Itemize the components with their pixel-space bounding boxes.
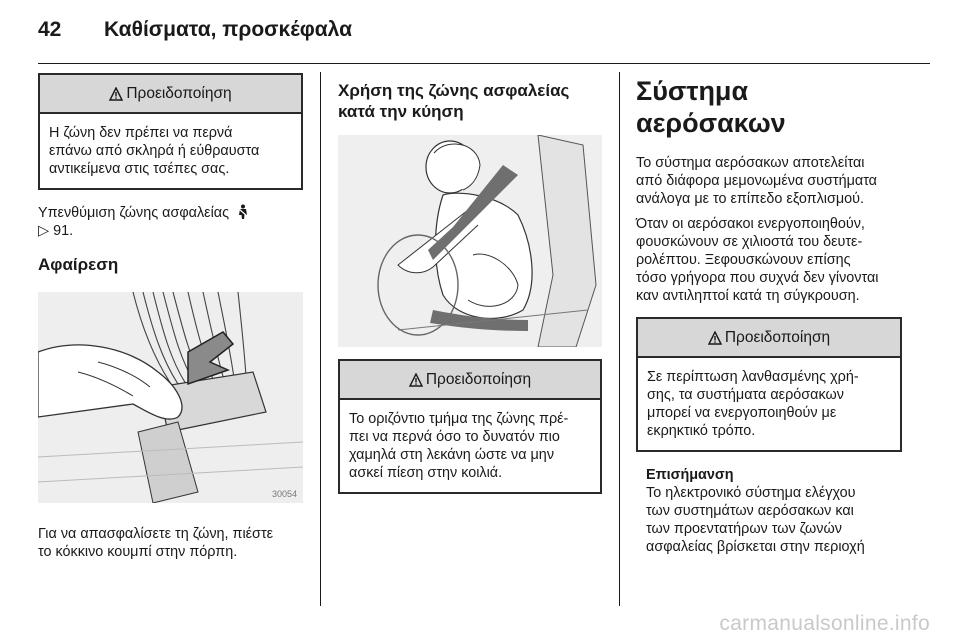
page-number: 42: [38, 18, 62, 41]
text-line: των προεντατήρων των ζωνών: [646, 521, 842, 537]
paragraph: [636, 215, 902, 305]
text-line: το κόκκινο κουμπί στην πόρπη.: [38, 544, 238, 560]
buckle-release-illustration: [38, 292, 303, 503]
warning-triangle-icon: [708, 331, 722, 345]
paragraph: [636, 154, 902, 208]
text-line: από διάφορα μεμονωμένα συστήματα: [636, 173, 878, 189]
text-line: ανάλογα με το επίπεδο εξοπλισμού.: [636, 191, 865, 207]
page-header: [38, 18, 352, 42]
heading-line: κατά την κύηση: [338, 102, 464, 121]
warning-title: Προειδοποίηση: [425, 370, 532, 388]
text-line: Το σύστημα αερόσακων αποτελείται: [636, 155, 865, 171]
text-line: Το ηλεκτρονικό σύστημα ελέγχου: [646, 485, 856, 501]
text-line: Όταν οι αερόσακοι ενεργοποιηθούν,: [636, 216, 865, 232]
seatbelt-reminder-note: [38, 204, 303, 240]
warning-box: [636, 317, 902, 452]
reminder-text: Υπενθύμιση ζώνης ασφαλείας: [38, 205, 230, 221]
warning-box: [38, 73, 303, 190]
text-line: χαμηλά στη λεκάνη ώστε να μην: [349, 447, 555, 463]
text-line: πει να περνά όσο το δυνατόν πιο: [349, 429, 560, 445]
reference-arrow-icon[interactable]: ▷: [38, 223, 50, 239]
text-line: ασφαλείας βρίσκεται στην περιοχή: [646, 539, 865, 555]
column-divider: [619, 72, 620, 606]
text-line: Η ζώνη δεν πρέπει να περνά: [49, 125, 233, 141]
text-line: φουσκώνουν σε χιλιοστά του δευτε-: [636, 234, 863, 250]
section-title: Καθίσματα, προσκέφαλα: [104, 18, 352, 41]
heading-line: Χρήση της ζώνης ασφαλείας: [338, 81, 570, 100]
warning-title: Προειδοποίηση: [126, 84, 232, 102]
column-left: [38, 73, 303, 561]
warning-header: [340, 361, 600, 400]
text-line: μπορεί να ενεργοποιηθούν με: [647, 405, 837, 421]
text-line: Σε περίπτωση λανθασμένης χρή-: [647, 369, 859, 385]
warning-text: [340, 400, 600, 492]
text-line: καν αντιληπτοί κατά τη σύγκρουση.: [636, 288, 860, 304]
text-line: ρολέπτου. Ξεφουσκώνουν επίσης: [636, 252, 851, 268]
warning-box: [338, 359, 602, 494]
warning-triangle-icon: [109, 87, 123, 101]
header-rule: [38, 63, 930, 64]
removal-instructions: [38, 525, 303, 561]
pregnant-driver-illustration: [338, 135, 602, 347]
warning-header: [638, 319, 900, 358]
warning-text: [638, 358, 900, 450]
text-line: ασκεί πίεση στην κοιλιά.: [349, 465, 503, 481]
text-line: επάνω από σκληρά ή εύθραυστα: [49, 143, 260, 159]
column-right: [636, 73, 902, 556]
column-divider: [320, 72, 321, 606]
text-line: των συστημάτων αερόσακων και: [646, 503, 854, 519]
warning-text: [40, 114, 301, 188]
text-line: Για να απασφαλίσετε τη ζώνη, πιέστε: [38, 526, 274, 542]
warning-header: [40, 75, 301, 114]
airbag-heading: Σύστημα αερόσακων: [636, 76, 786, 138]
watermark: carmanualsonline.info: [719, 612, 930, 635]
seatbelt-reminder-icon: [236, 204, 250, 220]
text-line: αντικείμενα στις τσέπες σας.: [49, 161, 230, 177]
text-line: Το οριζόντιο τμήμα της ζώνης πρέ-: [349, 411, 569, 427]
pregnancy-heading: [338, 80, 602, 122]
column-middle: [338, 73, 602, 494]
removal-heading: Αφαίρεση: [38, 255, 119, 274]
text-line: σης, τα συστήματα αερόσακων: [647, 387, 844, 403]
warning-triangle-icon: [409, 373, 423, 387]
page-reference[interactable]: 91.: [53, 223, 74, 239]
text-line: τόσο γρήγορα που συχνά δεν γίνονται: [636, 270, 879, 286]
figure-code: 30054: [271, 489, 297, 499]
notice-label: Επισήμανση: [646, 467, 734, 483]
notice-block: [636, 466, 902, 556]
warning-title: Προειδοποίηση: [724, 328, 831, 346]
text-line: εκρηκτικό τρόπο.: [647, 423, 756, 439]
